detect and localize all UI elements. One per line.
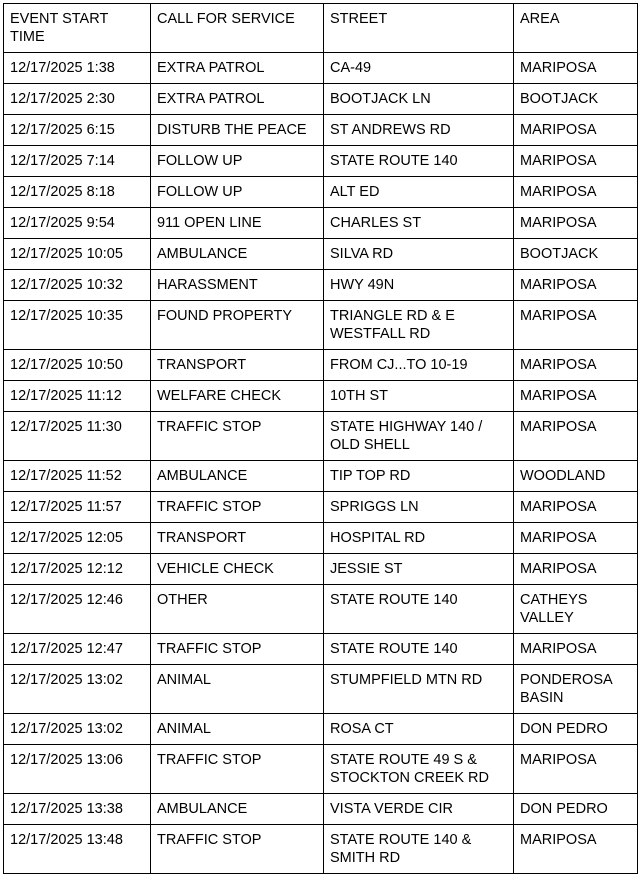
table-row	[4, 301, 638, 350]
call-log-table	[3, 3, 638, 874]
call-for-service-cell: VEHICLE CHECK	[151, 554, 324, 585]
street-cell: ST ANDREWS RD	[324, 115, 514, 146]
table-row	[4, 585, 638, 634]
area-cell: MARIPOSA	[514, 523, 638, 554]
area-cell: MARIPOSA	[514, 350, 638, 381]
area-cell: BOOTJACK	[514, 84, 638, 115]
area-cell: MARIPOSA	[514, 745, 638, 794]
call-for-service-cell: AMBULANCE	[151, 239, 324, 270]
table-row	[4, 53, 638, 84]
area-cell: MARIPOSA	[514, 270, 638, 301]
event-start-time-cell: 12/17/2025 12:12	[4, 554, 151, 585]
area-cell: MARIPOSA	[514, 53, 638, 84]
call-for-service-cell: TRAFFIC STOP	[151, 634, 324, 665]
area-cell: MARIPOSA	[514, 177, 638, 208]
street-cell: SPRIGGS LN	[324, 492, 514, 523]
header-event-start-time: EVENT START TIME	[4, 4, 151, 53]
call-for-service-cell: DISTURB THE PEACE	[151, 115, 324, 146]
street-cell: JESSIE ST	[324, 554, 514, 585]
call-for-service-cell: HARASSMENT	[151, 270, 324, 301]
street-cell: FROM CJ...TO 10-19	[324, 350, 514, 381]
event-start-time-cell: 12/17/2025 13:06	[4, 745, 151, 794]
event-start-time-cell: 12/17/2025 8:18	[4, 177, 151, 208]
header-row	[4, 4, 638, 53]
table-row	[4, 84, 638, 115]
area-cell: CATHEYS VALLEY	[514, 585, 638, 634]
street-cell: STATE ROUTE 49 S & STOCKTON CREEK RD	[324, 745, 514, 794]
event-start-time-cell: 12/17/2025 11:52	[4, 461, 151, 492]
area-cell: MARIPOSA	[514, 554, 638, 585]
event-start-time-cell: 12/17/2025 1:38	[4, 53, 151, 84]
header-area: AREA	[514, 4, 638, 53]
street-cell: ALT ED	[324, 177, 514, 208]
table-row	[4, 381, 638, 412]
event-start-time-cell: 12/17/2025 13:48	[4, 825, 151, 874]
street-cell: ROSA CT	[324, 714, 514, 745]
street-cell: BOOTJACK LN	[324, 84, 514, 115]
table-row	[4, 239, 638, 270]
area-cell: MARIPOSA	[514, 825, 638, 874]
street-cell: SILVA RD	[324, 239, 514, 270]
area-cell: MARIPOSA	[514, 208, 638, 239]
street-cell: CHARLES ST	[324, 208, 514, 239]
street-cell: STUMPFIELD MTN RD	[324, 665, 514, 714]
call-for-service-cell: TRAFFIC STOP	[151, 825, 324, 874]
table-row	[4, 208, 638, 239]
street-cell: HWY 49N	[324, 270, 514, 301]
table-row	[4, 492, 638, 523]
event-start-time-cell: 12/17/2025 13:02	[4, 665, 151, 714]
call-for-service-cell: TRAFFIC STOP	[151, 412, 324, 461]
area-cell: MARIPOSA	[514, 301, 638, 350]
street-cell: 10TH ST	[324, 381, 514, 412]
header-call-for-service: CALL FOR SERVICE	[151, 4, 324, 53]
event-start-time-cell: 12/17/2025 10:05	[4, 239, 151, 270]
street-cell: STATE ROUTE 140	[324, 146, 514, 177]
call-for-service-cell: 911 OPEN LINE	[151, 208, 324, 239]
call-for-service-cell: FOLLOW UP	[151, 146, 324, 177]
event-start-time-cell: 12/17/2025 6:15	[4, 115, 151, 146]
event-start-time-cell: 12/17/2025 11:57	[4, 492, 151, 523]
call-for-service-cell: FOUND PROPERTY	[151, 301, 324, 350]
table-row	[4, 714, 638, 745]
table-row	[4, 745, 638, 794]
call-for-service-cell: ANIMAL	[151, 714, 324, 745]
street-cell: STATE ROUTE 140	[324, 634, 514, 665]
table-row	[4, 350, 638, 381]
area-cell: MARIPOSA	[514, 381, 638, 412]
table-row	[4, 146, 638, 177]
area-cell: WOODLAND	[514, 461, 638, 492]
event-start-time-cell: 12/17/2025 10:35	[4, 301, 151, 350]
table-row	[4, 825, 638, 874]
table-row	[4, 634, 638, 665]
table-row	[4, 665, 638, 714]
street-cell: STATE ROUTE 140 & SMITH RD	[324, 825, 514, 874]
table-header	[4, 4, 638, 53]
street-cell: HOSPITAL RD	[324, 523, 514, 554]
call-for-service-cell: WELFARE CHECK	[151, 381, 324, 412]
event-start-time-cell: 12/17/2025 13:02	[4, 714, 151, 745]
table-row	[4, 794, 638, 825]
event-start-time-cell: 12/17/2025 12:47	[4, 634, 151, 665]
area-cell: MARIPOSA	[514, 412, 638, 461]
table-row	[4, 554, 638, 585]
event-start-time-cell: 12/17/2025 11:12	[4, 381, 151, 412]
area-cell: MARIPOSA	[514, 634, 638, 665]
event-start-time-cell: 12/17/2025 9:54	[4, 208, 151, 239]
event-start-time-cell: 12/17/2025 7:14	[4, 146, 151, 177]
call-for-service-cell: TRANSPORT	[151, 523, 324, 554]
area-cell: PONDEROSA BASIN	[514, 665, 638, 714]
street-cell: TIP TOP RD	[324, 461, 514, 492]
event-start-time-cell: 12/17/2025 12:46	[4, 585, 151, 634]
event-start-time-cell: 12/17/2025 10:50	[4, 350, 151, 381]
area-cell: MARIPOSA	[514, 146, 638, 177]
event-start-time-cell: 12/17/2025 12:05	[4, 523, 151, 554]
call-for-service-cell: OTHER	[151, 585, 324, 634]
table-row	[4, 115, 638, 146]
table-row	[4, 523, 638, 554]
header-street: STREET	[324, 4, 514, 53]
street-cell: CA-49	[324, 53, 514, 84]
event-start-time-cell: 12/17/2025 2:30	[4, 84, 151, 115]
call-for-service-cell: AMBULANCE	[151, 794, 324, 825]
call-for-service-cell: EXTRA PATROL	[151, 84, 324, 115]
table-body	[4, 53, 638, 874]
street-cell: TRIANGLE RD & E WESTFALL RD	[324, 301, 514, 350]
table-row	[4, 461, 638, 492]
table-row	[4, 270, 638, 301]
call-for-service-cell: TRAFFIC STOP	[151, 492, 324, 523]
area-cell: DON PEDRO	[514, 794, 638, 825]
event-start-time-cell: 12/17/2025 10:32	[4, 270, 151, 301]
event-start-time-cell: 12/17/2025 13:38	[4, 794, 151, 825]
street-cell: STATE ROUTE 140	[324, 585, 514, 634]
event-start-time-cell: 12/17/2025 11:30	[4, 412, 151, 461]
area-cell: BOOTJACK	[514, 239, 638, 270]
call-for-service-cell: TRANSPORT	[151, 350, 324, 381]
call-for-service-cell: AMBULANCE	[151, 461, 324, 492]
call-for-service-cell: FOLLOW UP	[151, 177, 324, 208]
table-row	[4, 412, 638, 461]
call-log-sheet	[3, 3, 637, 874]
street-cell: VISTA VERDE CIR	[324, 794, 514, 825]
area-cell: MARIPOSA	[514, 492, 638, 523]
table-row	[4, 177, 638, 208]
call-for-service-cell: EXTRA PATROL	[151, 53, 324, 84]
street-cell: STATE HIGHWAY 140 / OLD SHELL	[324, 412, 514, 461]
area-cell: DON PEDRO	[514, 714, 638, 745]
call-for-service-cell: ANIMAL	[151, 665, 324, 714]
call-for-service-cell: TRAFFIC STOP	[151, 745, 324, 794]
area-cell: MARIPOSA	[514, 115, 638, 146]
